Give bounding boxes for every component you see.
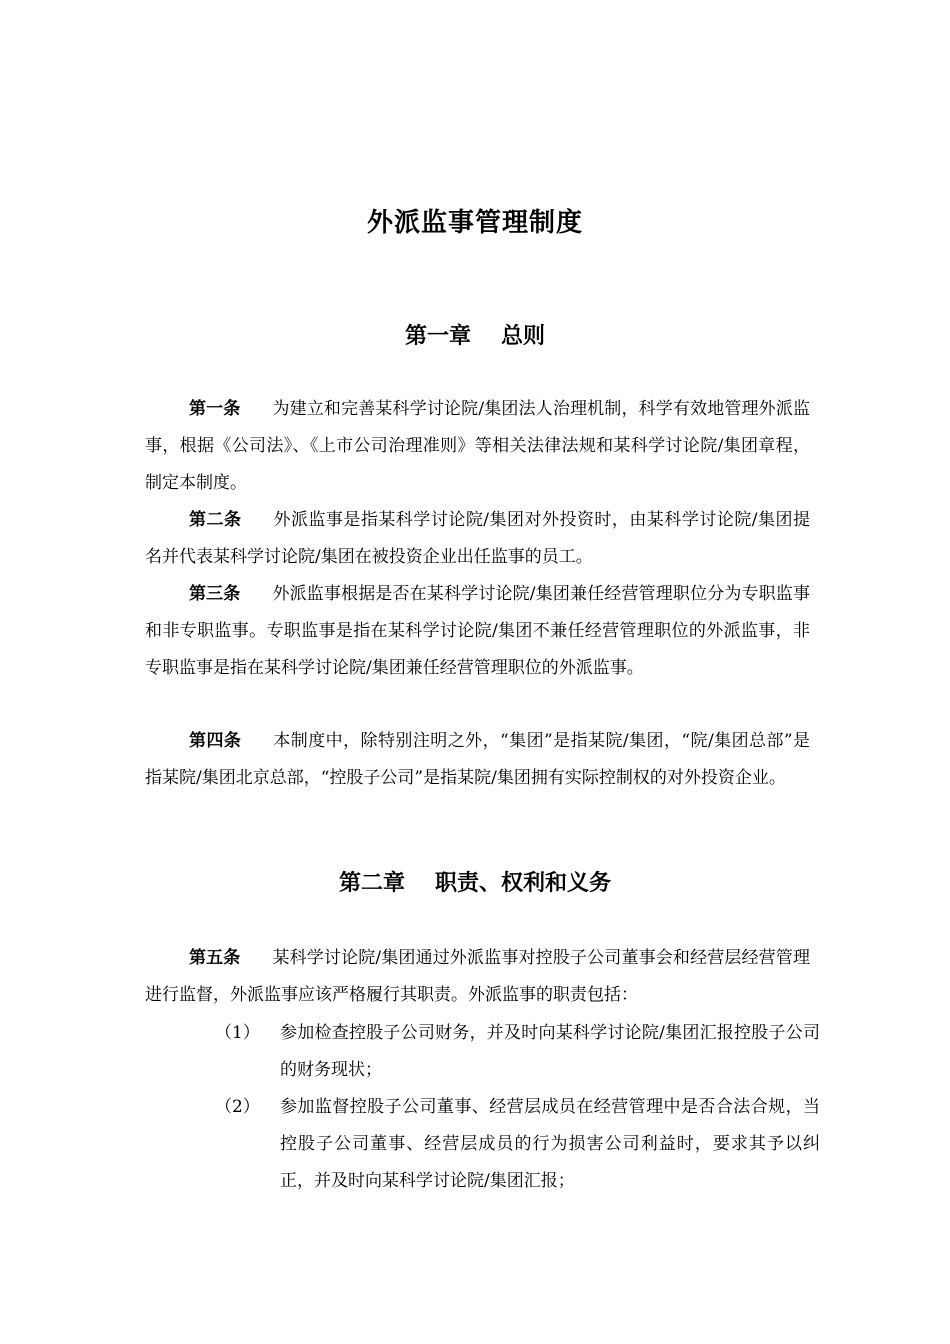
list-item — [0, 1015, 950, 1095]
article-label: 第五条 — [189, 948, 241, 968]
chapter-number: 第二章 — [338, 871, 405, 896]
chapter-heading — [0, 866, 950, 902]
list-item — [0, 1089, 950, 1209]
article-label: 第三条 — [189, 584, 241, 604]
article-text: 为建立和完善某科学讨论院/集团法人治理机制，科学有效地管理外派监事，根据《公司法》、《上市公司治理准则》等相关法律法规和某科学讨论院/集团章程，制定本制度。 — [145, 399, 810, 493]
article-text: 本制度中，除特别注明之外，“集团”是指某院/集团，“院/集团总部”是指某院/集团北京总部，“控股子公司”是指某院/集团拥有实际控制权的对外投资企业。 — [145, 731, 811, 788]
article-paragraph — [145, 940, 810, 1014]
chapter-name: 职责、权利和义务 — [435, 871, 612, 896]
chapter-name: 总则 — [501, 324, 546, 349]
article-paragraph — [145, 391, 810, 502]
chapter-number: 第一章 — [404, 324, 471, 349]
document-title: 外派监事管理制度 — [366, 208, 583, 238]
article-label: 第四条 — [189, 731, 242, 751]
list-item-text: 参加检查控股子公司财务，并及时向某科学讨论院/集团汇报控股子公司的财务现状； — [280, 1023, 820, 1080]
article-label: 第一条 — [189, 399, 241, 419]
list-item-index: （2） — [215, 1097, 260, 1117]
chapter-heading — [0, 319, 950, 355]
article-text: 外派监事根据是否在某科学讨论院/集团兼任经营管理职位分为专职监事和非专职监事。专职监事是指在某科学讨论院/集团不兼任经营管理职位的外派监事，非专职监事是指在某科学讨论院/集团兼任经营管理职位的外派监事。 — [145, 584, 810, 678]
article-paragraph — [145, 502, 810, 576]
article-paragraph — [145, 723, 810, 797]
article-text: 某科学讨论院/集团通过外派监事对控股子公司董事会和经营层经营管理进行监督，外派监事应该严格履行其职责。外派监事的职责包括： — [145, 948, 810, 1005]
list-item-text: 参加监督控股子公司董事、经营层成员在经营管理中是否合法合规，当控股子公司董事、经营层成员的行为损害公司利益时，要求其予以纠正，并及时向某科学讨论院/集团汇报； — [280, 1097, 820, 1191]
article-paragraph — [145, 576, 810, 687]
article-text: 外派监事是指某科学讨论院/集团对外投资时，由某科学讨论院/集团提名并代表某科学讨论院/集团在被投资企业出任监事的员工。 — [145, 510, 810, 567]
article-label: 第二条 — [189, 510, 242, 530]
list-item-index: （1） — [215, 1023, 260, 1043]
